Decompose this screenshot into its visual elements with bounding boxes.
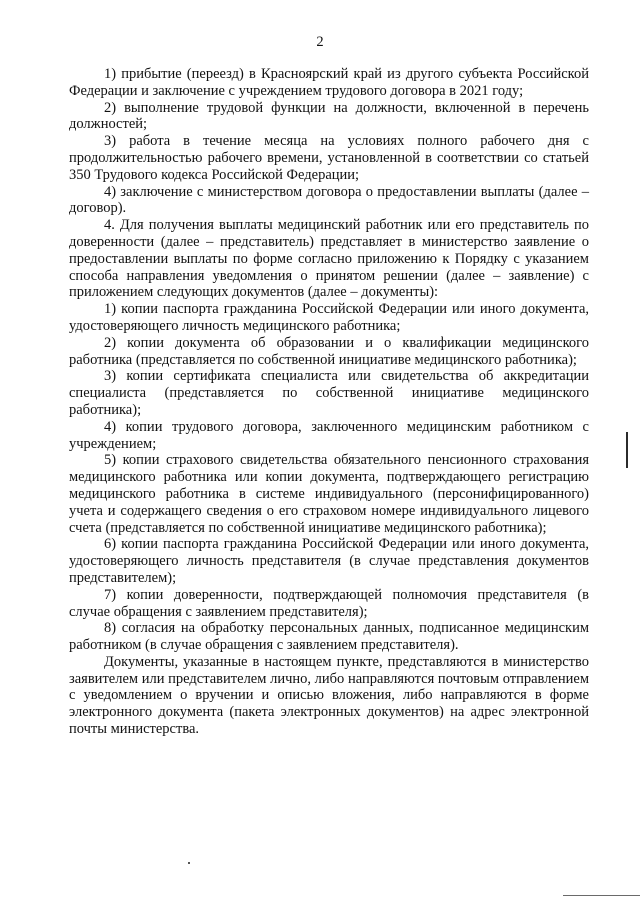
paragraph-document-1: 1) копии паспорта гражданина Российской Федерации или иного документа, удостоверяющего личность медицинского работника; xyxy=(69,301,589,334)
paragraph-document-2: 2) копии документа об образовании и о квалификации медицинского работника (представляется по собственной инициативе медицинского работника); xyxy=(69,334,589,368)
paragraph-condition-4: 4) заключение с министерством договора о предоставлении выплаты (далее – договор). xyxy=(69,183,589,217)
paragraph-document-8: 8) согласия на обработку персональных данных, подписанное медицинским работником (в случае обращения с заявлением представителя). xyxy=(69,620,589,654)
paragraph-submission: Документы, указанные в настоящем пункте, представляются в министерство заявителем или представителем лично, либо направляются почтовым отправлением с уведомлением о вручении и описью вложения, либо направляются в форме электронного документа (пакета электронных документов) на адрес электронной почты министерства. xyxy=(69,653,589,738)
scan-dot xyxy=(188,862,190,864)
document-body xyxy=(69,66,589,738)
scan-bottom-line xyxy=(563,895,640,896)
paragraph-section-4: 4. Для получения выплаты медицинский работник или его представитель по доверенности (далее – представитель) представляет в министерство заявление о предоставлении выплаты по форме согласно приложению к Порядку с указанием способа направления уведомления о принятом решении (далее – заявление) с приложением следующих документов (далее – документы): xyxy=(69,217,589,301)
paragraph-document-6: 6) копии паспорта гражданина Российской Федерации или иного документа, удостоверяющего личность представителя (в случае представления документов представителем); xyxy=(69,536,589,586)
paragraph-document-7: 7) копии доверенности, подтверждающей полномочия представителя (в случае обращения с заявлением представителя); xyxy=(69,586,589,620)
paragraph-document-5: 5) копии страхового свидетельства обязательного пенсионного страхования медицинского работника или копии документа, подтверждающего регистрацию медицинского работника в системе индивидуального (персонифицированного) учета и содержащего сведения о его страховом номере индивидуального лицевого счета (представляется по собственной инициативе медицинского работника); xyxy=(69,452,589,536)
paragraph-condition-2: 2) выполнение трудовой функции на должности, включенной в перечень должностей; xyxy=(69,99,589,133)
scan-edge-mark xyxy=(626,432,628,468)
paragraph-condition-3: 3) работа в течение месяца на условиях полного рабочего дня с продолжительностью рабочего времени, установленной в соответствии со статьей 350 Трудового кодекса Российской Федерации; xyxy=(69,133,589,183)
page-number: 2 xyxy=(316,34,324,50)
paragraph-document-4: 4) копии трудового договора, заключенного медицинским работником с учреждением; xyxy=(69,418,589,452)
paragraph-document-3: 3) копии сертификата специалиста или свидетельства об аккредитации специалиста (представляется по собственной инициативе медицинского работника); xyxy=(69,368,589,418)
paragraph-condition-1: 1) прибытие (переезд) в Красноярский край из другого субъекта Российской Федерации и заключение с учреждением трудового договора в 2021 году; xyxy=(69,66,589,99)
